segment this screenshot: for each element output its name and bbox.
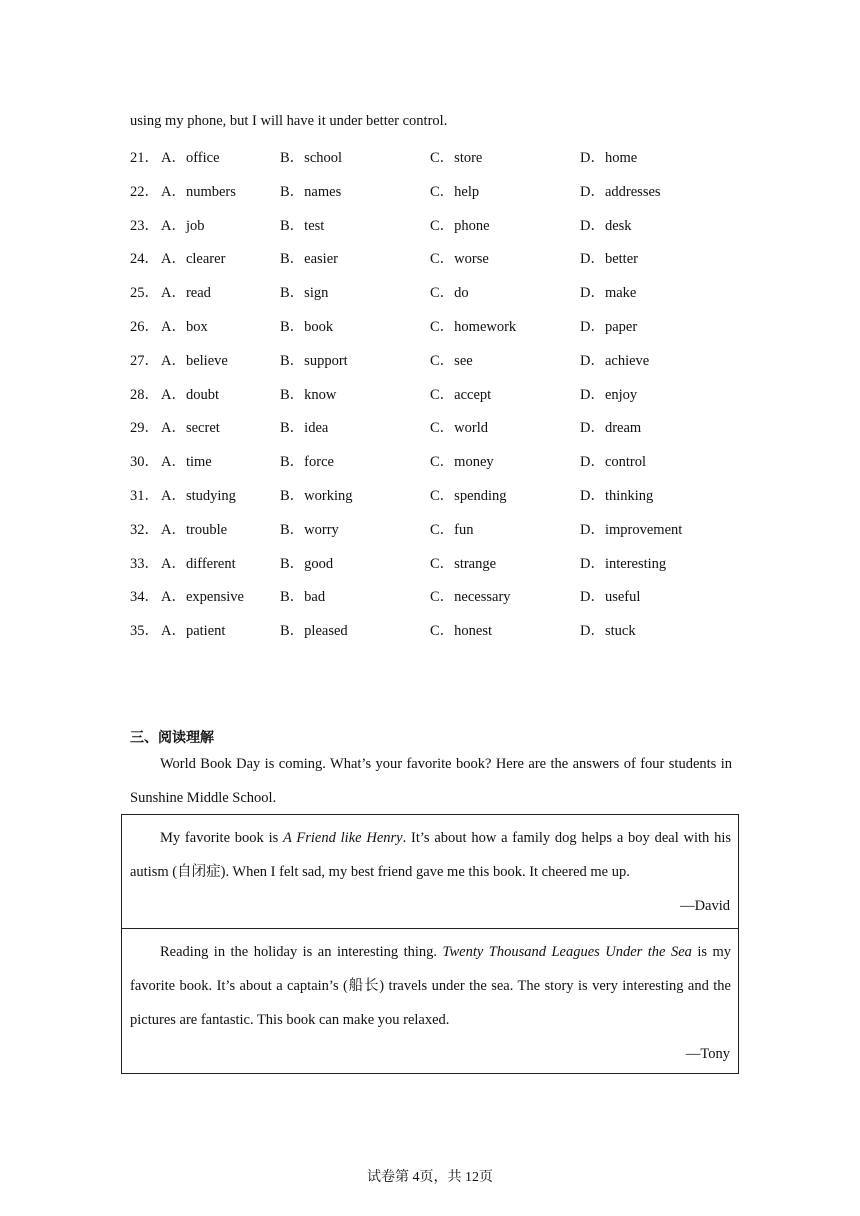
option-b: B．bad bbox=[280, 589, 326, 606]
book-title: Twenty Thousand Leagues Under the Sea bbox=[442, 944, 692, 960]
option-c: C．do bbox=[430, 285, 469, 302]
option-c: C．spending bbox=[430, 487, 507, 504]
option-a: A．job bbox=[161, 217, 205, 234]
option-d: D．better bbox=[580, 251, 638, 268]
option-b: B．names bbox=[280, 183, 342, 200]
question-row bbox=[130, 619, 750, 653]
question-number: 22． bbox=[130, 183, 159, 200]
question-row bbox=[130, 552, 750, 586]
option-c: C．store bbox=[430, 150, 483, 166]
option-c: C．money bbox=[430, 454, 494, 471]
entry-text-after: . It’s about how a family dog helps a boy deal with his autism (自闭症). When I felt sad, my best friend gave me this book. It cheered me up. bbox=[130, 830, 731, 880]
option-d: D．improvement bbox=[580, 521, 683, 538]
answer-entry-david bbox=[122, 815, 738, 928]
option-c: C．worse bbox=[430, 251, 489, 268]
question-number: 26． bbox=[130, 318, 159, 335]
entry-text-before: Reading in the holiday is an interesting thing. bbox=[160, 944, 443, 960]
option-a: A．office bbox=[161, 150, 220, 166]
question-row bbox=[130, 214, 750, 248]
option-b: B．worry bbox=[280, 521, 339, 538]
option-d: D．dream bbox=[580, 420, 642, 437]
option-d: D．stuck bbox=[580, 623, 636, 640]
option-a: A．secret bbox=[161, 420, 220, 437]
question-number: 31． bbox=[130, 487, 159, 504]
option-b: B．good bbox=[280, 555, 334, 572]
question-number: 34． bbox=[130, 589, 159, 606]
question-number: 30． bbox=[130, 454, 159, 471]
question-number: 23． bbox=[130, 217, 159, 234]
question-row bbox=[130, 349, 750, 383]
entry-text bbox=[130, 821, 731, 889]
option-d: D．desk bbox=[580, 217, 632, 234]
answer-entry-tony bbox=[122, 928, 738, 1073]
option-b: B．working bbox=[280, 487, 353, 504]
question-number: 25． bbox=[130, 285, 159, 302]
entry-text-before: My favorite book is bbox=[160, 830, 284, 846]
option-b: B．sign bbox=[280, 285, 329, 302]
option-c: C．homework bbox=[430, 318, 517, 335]
question-row bbox=[130, 146, 750, 180]
question-row bbox=[130, 281, 750, 315]
option-d: D．home bbox=[580, 150, 638, 166]
option-c: C．fun bbox=[430, 521, 474, 538]
option-d: D．achieve bbox=[580, 352, 650, 369]
option-b: B．test bbox=[280, 217, 325, 234]
option-a: A．studying bbox=[161, 487, 236, 504]
option-c: C．necessary bbox=[430, 589, 511, 606]
option-d: D．control bbox=[580, 454, 647, 471]
option-a: A．time bbox=[161, 454, 212, 471]
option-c: C．honest bbox=[430, 623, 493, 640]
entry-signature: —David bbox=[680, 898, 730, 914]
option-b: B．book bbox=[280, 318, 334, 335]
question-number: 28． bbox=[130, 386, 159, 403]
question-number: 29． bbox=[130, 420, 159, 437]
option-b: B．easier bbox=[280, 251, 338, 268]
option-c: C．phone bbox=[430, 217, 490, 234]
question-number: 24． bbox=[130, 251, 159, 268]
question-row bbox=[130, 450, 750, 484]
question-number: 35． bbox=[130, 623, 159, 640]
option-c: C．help bbox=[430, 183, 480, 200]
question-row bbox=[130, 416, 750, 450]
question-row bbox=[130, 518, 750, 552]
option-a: A．trouble bbox=[161, 521, 228, 538]
option-c: C．world bbox=[430, 420, 488, 437]
question-row bbox=[130, 247, 750, 281]
option-a: A．believe bbox=[161, 352, 228, 369]
option-a: A．different bbox=[161, 555, 236, 572]
option-b: B．school bbox=[280, 150, 343, 166]
option-b: B．support bbox=[280, 352, 348, 369]
option-b: B．force bbox=[280, 454, 334, 471]
question-row bbox=[130, 585, 750, 619]
question-row bbox=[130, 484, 750, 518]
option-a: A．patient bbox=[161, 623, 226, 640]
option-c: C．strange bbox=[430, 555, 497, 572]
option-b: B．know bbox=[280, 386, 337, 403]
option-b: B．pleased bbox=[280, 623, 348, 640]
option-a: A．box bbox=[161, 318, 208, 335]
question-row bbox=[130, 383, 750, 417]
question-number: 32． bbox=[130, 521, 159, 538]
section-title: 三、阅读理解 bbox=[130, 730, 214, 746]
option-c: C．see bbox=[430, 352, 473, 369]
option-d: D．thinking bbox=[580, 487, 654, 504]
option-d: D．addresses bbox=[580, 183, 661, 200]
entry-text-after: is my favorite book. It’s about a captain’s (船长) travels under the sea. The story is very interesting and the pictures are fantastic. This book can make you relaxed. bbox=[130, 944, 732, 1028]
option-b: B．idea bbox=[280, 420, 329, 437]
passage-end-line: using my phone, but I will have it under better control. bbox=[130, 113, 448, 129]
option-d: D．make bbox=[580, 285, 637, 302]
option-a: A．numbers bbox=[161, 183, 236, 200]
question-row bbox=[130, 315, 750, 349]
option-c: C．accept bbox=[430, 386, 492, 403]
question-number: 33． bbox=[130, 555, 159, 572]
reading-intro: World Book Day is coming. What’s your favorite book? Here are the answers of four students in Sunshine Middle School. bbox=[130, 756, 732, 806]
book-answers-table bbox=[121, 814, 739, 1074]
entry-text bbox=[130, 935, 731, 1037]
option-d: D．useful bbox=[580, 589, 641, 606]
option-d: D．enjoy bbox=[580, 386, 638, 403]
question-row bbox=[130, 180, 750, 214]
entry-signature: —Tony bbox=[685, 1046, 730, 1062]
option-d: D．paper bbox=[580, 318, 638, 335]
question-number: 21． bbox=[130, 150, 159, 166]
page-footer: 试卷第 4页，共 12页 bbox=[367, 1170, 493, 1185]
option-a: A．doubt bbox=[161, 386, 219, 403]
option-a: A．expensive bbox=[161, 589, 244, 606]
question-number: 27． bbox=[130, 352, 159, 369]
option-a: A．read bbox=[161, 285, 211, 302]
book-title: A Friend like Henry bbox=[283, 830, 403, 846]
cloze-options-list bbox=[130, 146, 750, 653]
option-a: A．clearer bbox=[161, 251, 226, 268]
option-d: D．interesting bbox=[580, 555, 667, 572]
